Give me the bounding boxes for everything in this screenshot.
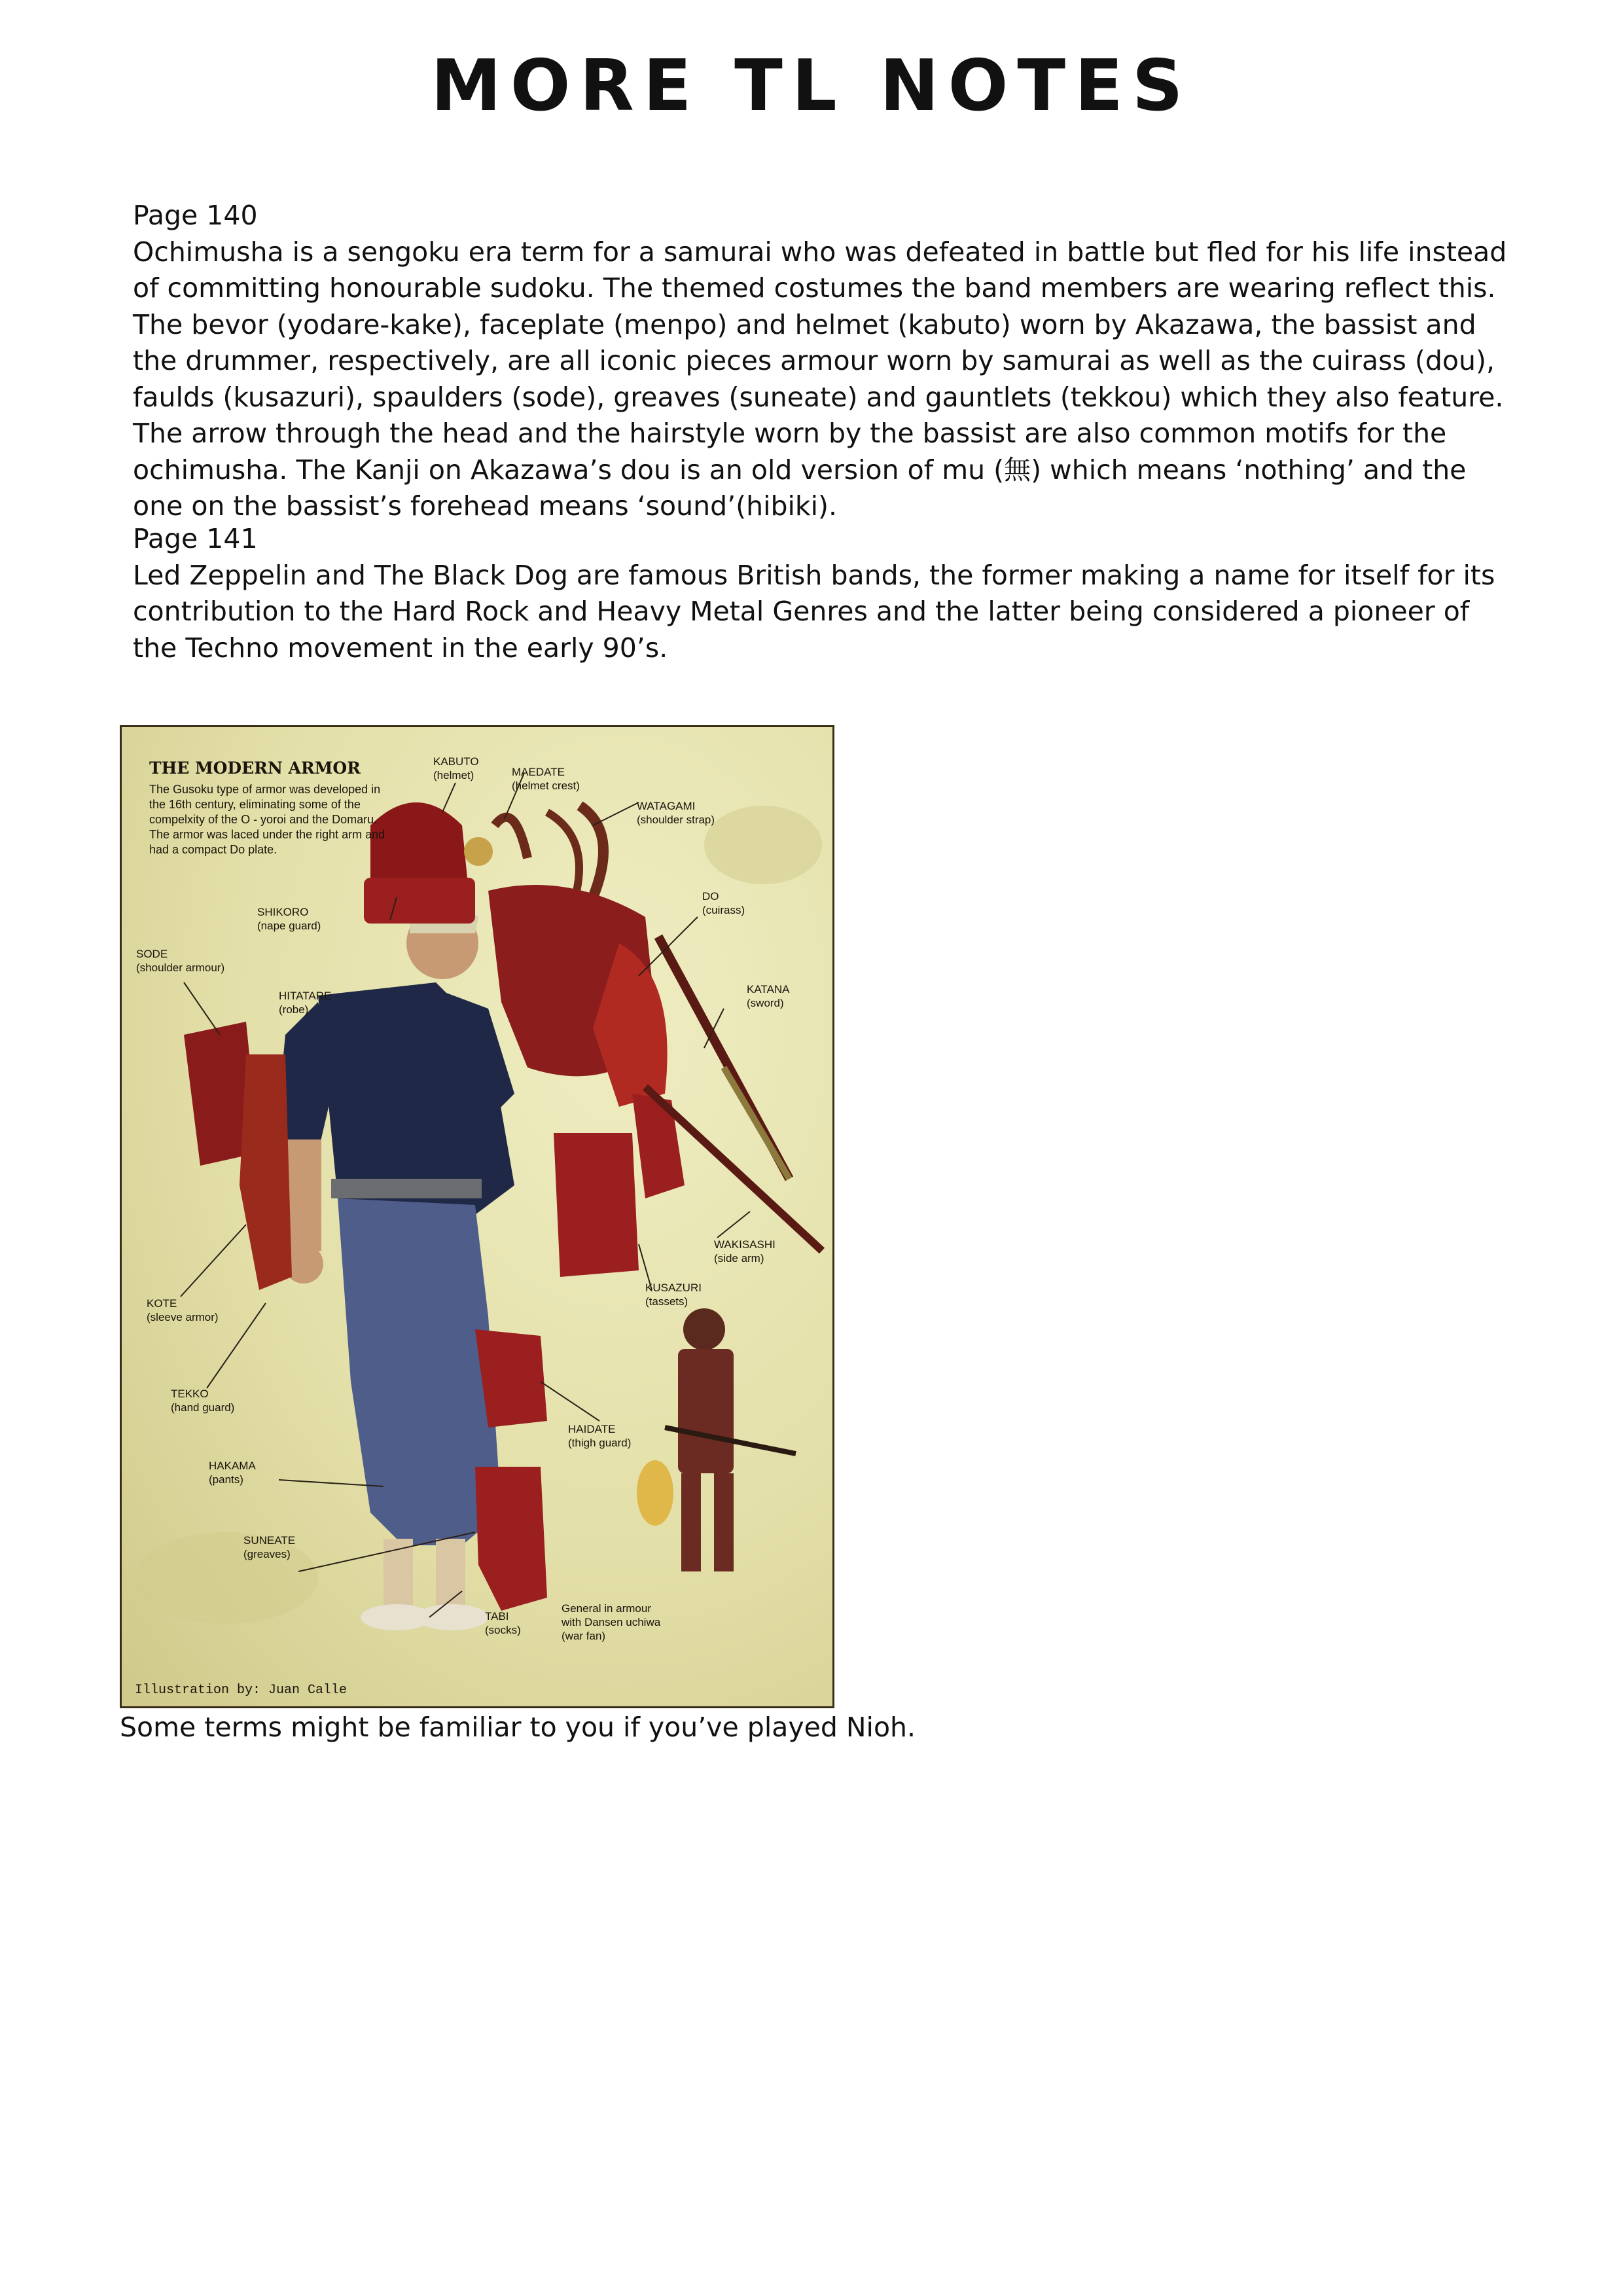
note-text: Ochimusha is a sengoku era term for a samurai who was defeated in battle but fled for his life instead of committing honourable sudoku. The themed costumes the band members are wearing reflect this. The bevor (yodare-kake), faceplate (menpo) and helmet (kabuto) worn by Akazawa, the bassist and the drummer, respectively, are all iconic pieces armour worn by samurai as well as the cuirass (dou), faulds (kusazuri), spaulders (sode), greaves (suneate) and gauntlets (tekkou) which they also feature. The arrow through the head and the hairstyle worn by the bassist are also common motifs for the ochimusha. The Kanji on Akazawa’s dou is an old version of mu (無) which means ‘nothing’ and the one on the bassist’s forehead means ‘sound’(hibiki). [133, 236, 1507, 522]
label-maedate: MAEDATE (helmet crest) [512, 766, 580, 792]
label-tabi: TABI (socks) [485, 1610, 521, 1636]
note-page-label: Page 140 [133, 200, 258, 231]
label-tekko: TEKKO (hand guard) [171, 1388, 235, 1414]
label-watagami: WATAGAMI (shoulder strap) [637, 800, 715, 826]
label-haidate: HAIDATE (thigh guard) [568, 1423, 632, 1449]
label-hitatare: HITATARE (robe) [279, 990, 332, 1016]
armor-illustration [120, 725, 834, 1708]
label-katana: KATANA (sword) [747, 983, 790, 1009]
label-hakama: HAKAMA (pants) [209, 1460, 256, 1486]
illustration-heading: THE MODERN ARMOR [149, 759, 361, 778]
label-suneate: SUNEATE (greaves) [243, 1534, 296, 1560]
label-general: General in armour with Dansen uchiwa (war fan) [562, 1602, 661, 1642]
label-kote: KOTE (sleeve armor) [147, 1297, 219, 1323]
label-kusazuri: KUSAZURI (tassets) [645, 1282, 702, 1308]
label-sode: SODE (shoulder armour) [136, 948, 225, 974]
illustration-intro: The Gusoku type of armor was developed in the 16th century, eliminating some of the compelxity of the O - yoroi and the Domaru. The armor was laced under the right arm and had a compact Do plate. [149, 783, 385, 856]
illustration-caption: Some terms might be familiar to you if you’ve played Nioh. [120, 1712, 916, 1743]
note-page-141 [133, 521, 1520, 666]
note-text: Led Zeppelin and The Black Dog are famous British bands, the former making a name for itself for its contribution to the Hard Rock and Heavy Metal Genres and the latter being considered a pioneer of the Techno movement in the early 90’s. [133, 559, 1495, 664]
note-page-140 [133, 198, 1520, 525]
label-kabuto: KABUTO (helmet) [433, 755, 479, 781]
label-do: DO (cuirass) [702, 890, 745, 916]
label-shikoro: SHIKORO (nape guard) [257, 906, 321, 932]
label-wakisashi: WAKISASHI (side arm) [714, 1238, 776, 1265]
note-page-label: Page 141 [133, 523, 258, 554]
illustration-credit: Illustration by: Juan Calle [135, 1683, 348, 1698]
page-title: MORE TL NOTES [431, 45, 1192, 127]
armor-drawing [122, 727, 834, 1708]
